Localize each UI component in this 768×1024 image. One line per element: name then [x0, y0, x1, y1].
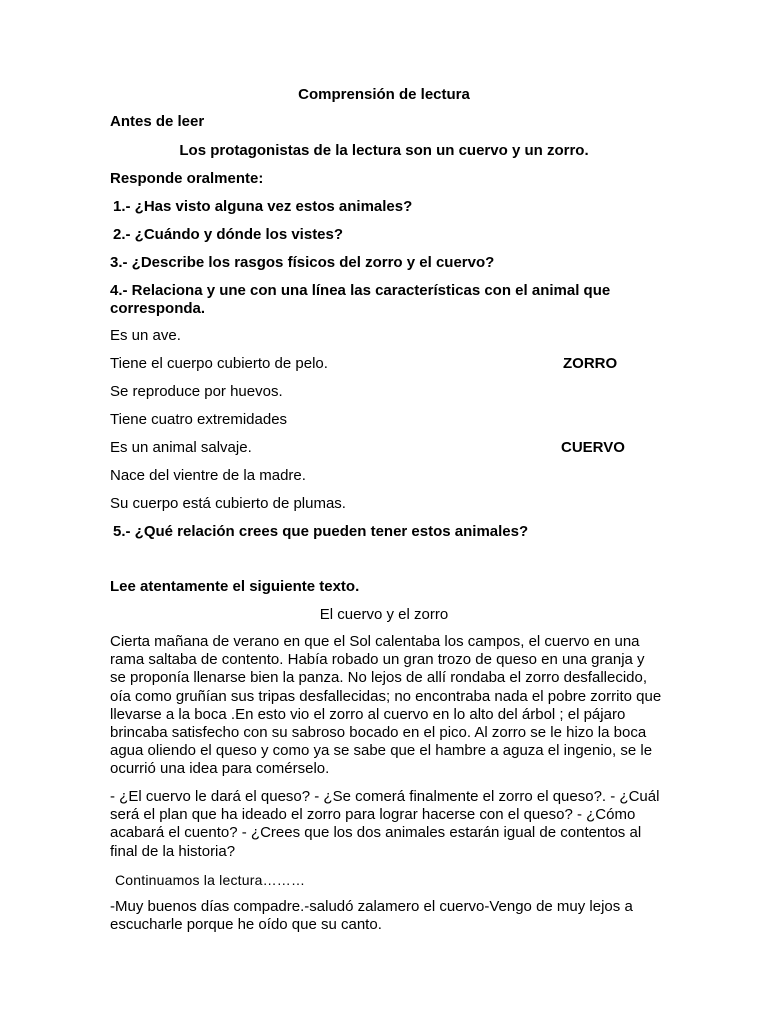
question-3: 3.- ¿Describe los rasgos físicos del zorro y el cuervo?: [110, 254, 495, 271]
characteristic-item: Tiene el cuerpo cubierto de pelo.: [110, 355, 328, 372]
instruction-text: Responde oralmente:: [110, 170, 264, 187]
story-paragraph-1: Cierta mañana de verano en que el Sol calentaba los campos, el cuervo en una rama saltaba de contento. Había robado un gran trozo de queso en una granja y se proponía llenarse bien la panza. No lejos de allí rondaba el zorro desfallecido, oía como gruñían sus tripas desfallecidas; no encontraba nada el pobre zorrito que llevarse a la boca .En esto vio el zorro al cuervo en lo alto del árbol ; el pájaro brincaba satisfecho con su sabroso bocado en el pico. Al zorro se le hizo la boca agua oliendo el queso y como ya se sabe que el hambre a aguza el ingenio, se le ocurrió una idea para comérselo.: [110, 633, 662, 778]
question-5: 5.- ¿Qué relación crees que pueden tener estos animales?: [113, 523, 529, 540]
question-4-line-2: corresponda.: [110, 300, 206, 317]
story-paragraph-2: -Muy buenos días compadre.-saludó zalamero el cuervo-Vengo de muy lejos a escucharle porque he oído que su canto.: [110, 898, 633, 934]
characteristic-item: Es un ave.: [110, 327, 181, 344]
characteristic-item: Tiene cuatro extremidades: [110, 411, 288, 428]
question-4-line-1: 4.- Relaciona y une con una línea las características con el animal que: [110, 282, 611, 299]
story-questions-paragraph: - ¿El cuervo le dará el queso? - ¿Se comerá finalmente el zorro el queso?. - ¿Cuál será el plan que ha ideado el zorro para lograr hacerse con el queso? - ¿Cómo acabará el cuento? - ¿Crees que los dos animales estarán igual de contentos al final de la historia?: [110, 788, 660, 860]
characteristic-item: Su cuerpo está cubierto de plumas.: [110, 495, 346, 512]
animal-label-zorro: ZORRO: [563, 355, 618, 372]
question-1: 1.- ¿Has visto alguna vez estos animales?: [113, 198, 413, 215]
section-heading-reading: Lee atentamente el siguiente texto.: [110, 578, 360, 595]
page-title: Comprensión de lectura: [298, 86, 470, 103]
intro-text: Los protagonistas de la lectura son un cuervo y un zorro.: [179, 142, 589, 159]
section-heading-before-reading: Antes de leer: [110, 113, 205, 130]
animal-label-cuervo: CUERVO: [561, 439, 625, 456]
story-title: El cuervo y el zorro: [319, 606, 449, 623]
characteristic-item: Es un animal salvaje.: [110, 439, 252, 456]
characteristic-item: Nace del vientre de la madre.: [110, 467, 306, 484]
question-2: 2.- ¿Cuándo y dónde los vistes?: [113, 226, 344, 243]
characteristic-item: Se reproduce por huevos.: [110, 383, 283, 400]
continue-reading-text: Continuamos la lectura………: [115, 872, 306, 888]
